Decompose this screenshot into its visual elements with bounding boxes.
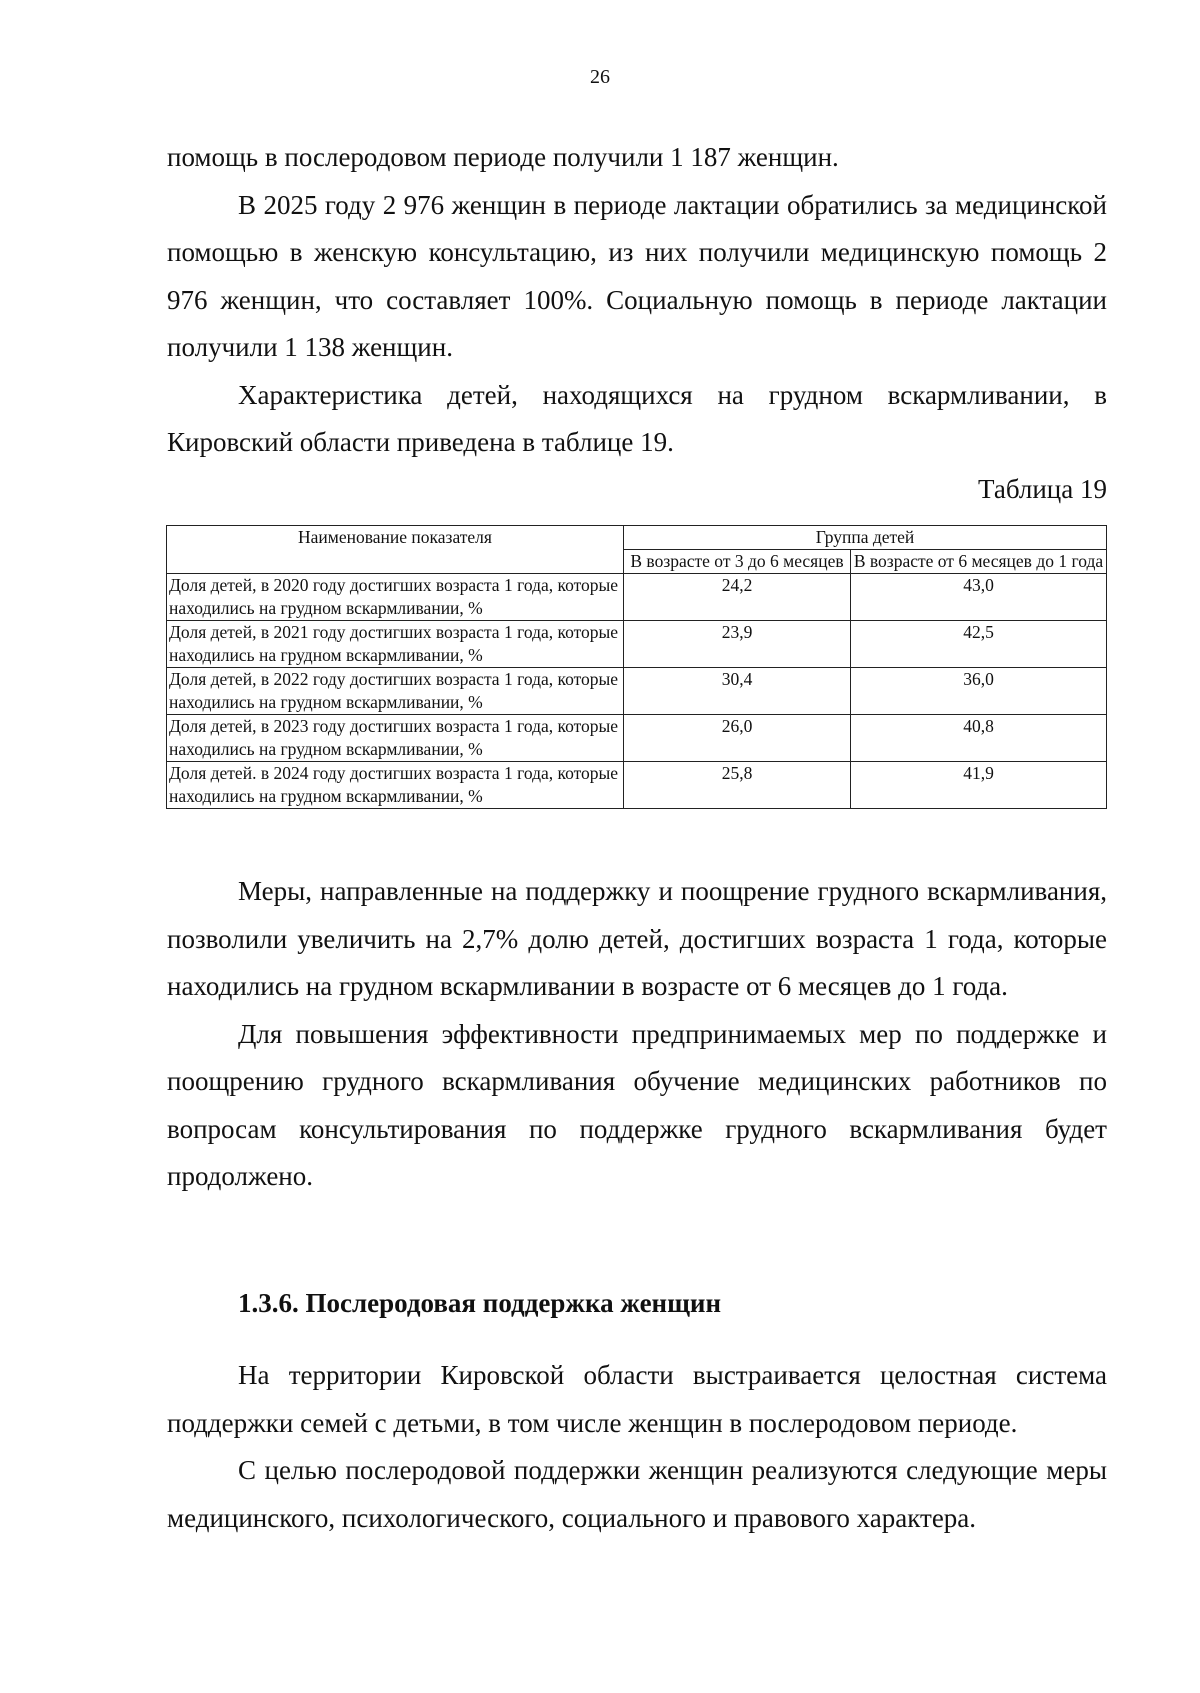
row-value-6-12: 43,0 <box>851 574 1107 621</box>
row-value-3-6: 26,0 <box>624 715 851 762</box>
middle-text-block <box>167 868 1107 1201</box>
section-heading: 1.3.6. Послеродовая поддержка женщин <box>238 1288 722 1318</box>
table-row <box>167 762 1107 809</box>
row-value-6-12: 40,8 <box>851 715 1107 762</box>
row-name: Доля детей, в 2023 году достигших возраста 1 года, которые находились на грудном вскармливании, % <box>167 715 624 762</box>
row-name: Доля детей, в 2021 году достигших возраста 1 года, которые находились на грудном вскармливании, % <box>167 621 624 668</box>
page-number: 26 <box>590 66 610 88</box>
bottom-text-block <box>167 1352 1107 1542</box>
table-row <box>167 668 1107 715</box>
paragraph: Меры, направленные на поддержку и поощрение грудного вскармливания, позволили увеличить на 2,7% долю детей, достигших возраста 1 года, которые находились на грудном вскармливании в возрасте от 6 месяцев до 1 года. <box>167 876 1107 1001</box>
paragraph: Для повышения эффективности предпринимаемых мер по поддержке и поощрению грудного вскармливания обучение медицинских работников по вопросам консультирования по поддержке грудного вскармливания будет продолжено. <box>167 1018 1107 1191</box>
data-table <box>166 525 1107 809</box>
table-row <box>167 574 1107 621</box>
table-row <box>167 621 1107 668</box>
header-age-6-12: В возрасте от 6 месяцев до 1 года <box>851 550 1107 574</box>
row-value-3-6: 25,8 <box>624 762 851 809</box>
row-value-6-12: 41,9 <box>851 762 1107 809</box>
table-caption: Таблица 19 <box>978 474 1107 504</box>
table-header-row <box>167 526 1107 550</box>
row-name: Доля детей, в 2022 году достигших возраста 1 года, которые находились на грудном вскармливании, % <box>167 668 624 715</box>
paragraph: На территории Кировской области выстраивается целостная система поддержки семей с детьми, в том числе женщин в послеродовом периоде. <box>167 1360 1107 1438</box>
row-value-6-12: 36,0 <box>851 668 1107 715</box>
paragraph: Характеристика детей, находящихся на грудном вскармливании, в Кировский области приведена в таблице 19. <box>167 379 1107 457</box>
header-indicator-name: Наименование показателя <box>167 526 624 574</box>
table-row <box>167 715 1107 762</box>
paragraph: С целью послеродовой поддержки женщин реализуются следующие меры медицинского, психологического, социального и правового характера. <box>167 1455 1107 1533</box>
row-name: Доля детей, в 2020 году достигших возраста 1 года, которые находились на грудном вскармливании, % <box>167 574 624 621</box>
row-value-3-6: 23,9 <box>624 621 851 668</box>
row-value-3-6: 24,2 <box>624 574 851 621</box>
paragraph: помощь в послеродовом периоде получили 1 187 женщин. <box>167 142 839 172</box>
header-age-3-6: В возрасте от 3 до 6 месяцев <box>624 550 851 574</box>
row-name: Доля детей. в 2024 году достигших возраста 1 года, которые находились на грудном вскармливании, % <box>167 762 624 809</box>
row-value-6-12: 42,5 <box>851 621 1107 668</box>
row-value-3-6: 30,4 <box>624 668 851 715</box>
paragraph: В 2025 году 2 976 женщин в периоде лактации обратились за медицинской помощью в женскую консультацию, из них получили медицинскую помощь 2 976 женщин, что составляет 100%. Социальную помощь в периоде лактации получили 1 138 женщин. <box>167 189 1107 362</box>
header-children-group: Группа детей <box>624 526 1107 550</box>
top-text-block <box>167 134 1107 467</box>
